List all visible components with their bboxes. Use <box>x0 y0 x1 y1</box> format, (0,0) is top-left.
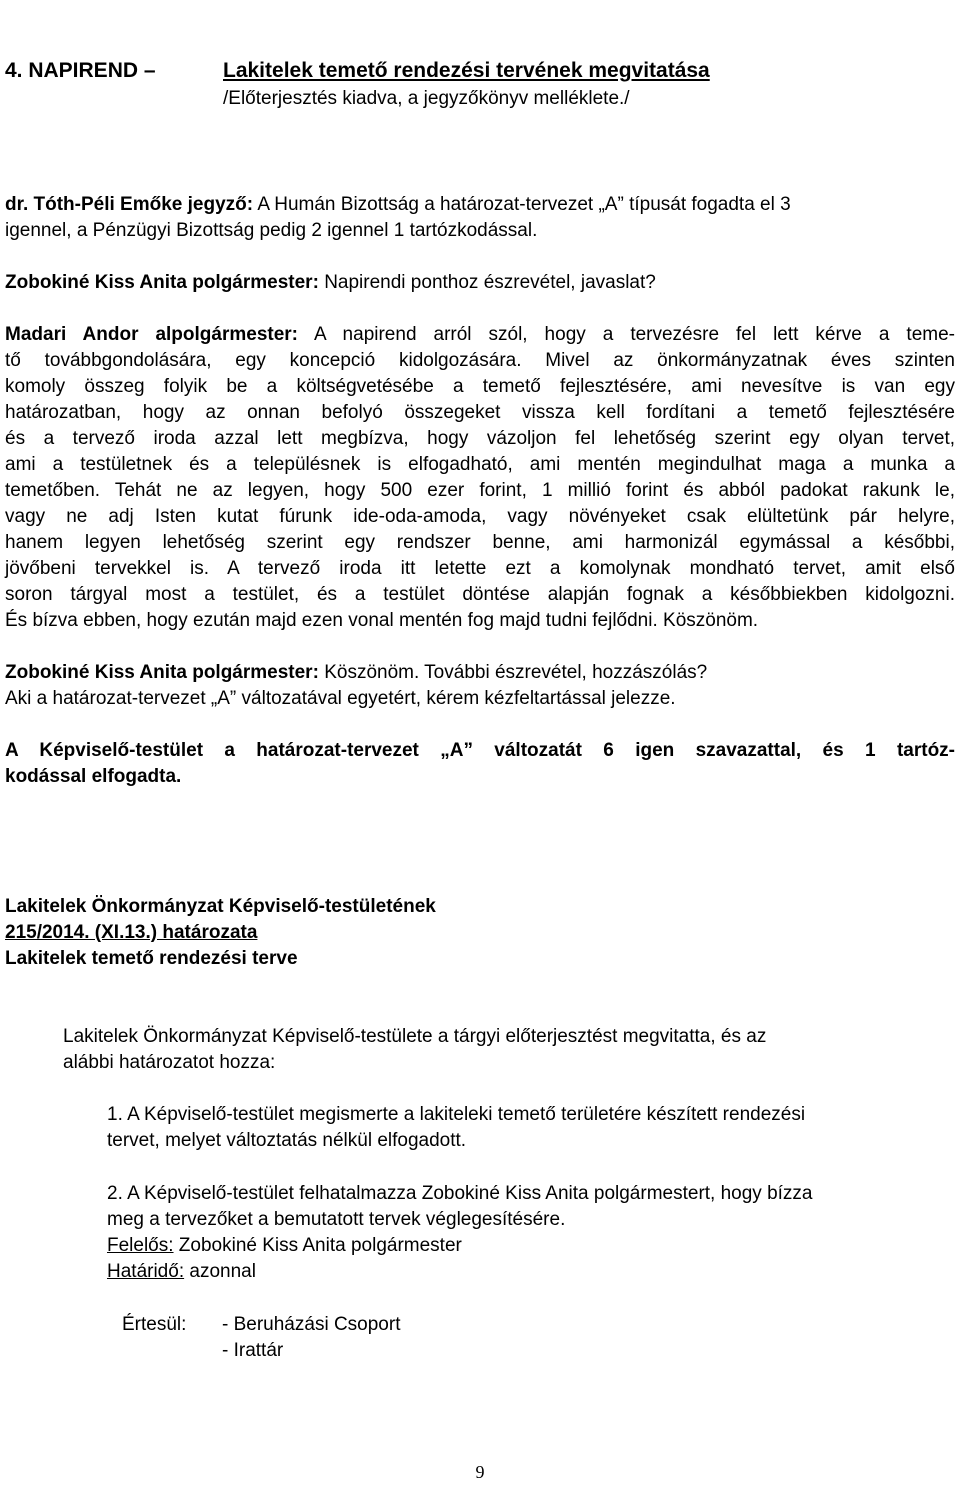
resolution-item-1 <box>107 1102 805 1154</box>
mayor-text-1: Napirendi ponthoz észrevétel, javaslat? <box>318 272 656 293</box>
notary-text-2: igennel, a Pénzügyi Bizottság pedig 2 igennel 1 tartózkodással. <box>5 220 538 241</box>
deadline-label: Határidő: <box>107 1261 185 1282</box>
resolution-intro <box>63 1024 766 1076</box>
decision-line: kodással elfogadta. <box>5 766 182 787</box>
deputy-line: soron tárgyal most a testület, és a testület döntése alapján fognak a későbbiekben kidolgozni. <box>5 584 955 605</box>
deputy-line: tő továbbgondolására, egy koncepció kidolgozására. <box>5 350 522 371</box>
responsible-label: Felelős: <box>107 1235 174 1256</box>
deputy-line: hanem legyen lehetőség szerint egy rendszer benne, ami harmonizál egymással a későbbi, <box>5 532 955 553</box>
resolution-number: 215/2014. (XI.13.) határozata <box>5 922 258 943</box>
speaker-mayor: Zobokiné Kiss Anita polgármester: <box>5 272 319 293</box>
resolution-item-2 <box>107 1181 813 1285</box>
notify-list <box>222 1312 400 1364</box>
deputy-line: vagy ne adj Isten kutat fúrunk ide-oda-amoda, vagy növényeket csak elültetünk pár helyre, <box>5 506 955 527</box>
item-line: meg a tervezőket a bemutatott tervek véglegesítésére. <box>107 1209 566 1230</box>
deputy-line: És bízva ebben, hogy ezután majd ezen vonal mentén fog majd tudni fejlődni. Köszönöm. <box>5 610 759 631</box>
deputy-line: temetőben. Tehát ne az legyen, hogy 500 ezer forint, 1 millió forint és abból padokat rakunk le, <box>5 480 955 501</box>
decision-line: A Képviselő-testület a határozat-tervezet „A” változatát 6 igen szavazattal, és 1 tartóz- <box>5 740 955 761</box>
item-line: 2. A Képviselő-testület felhatalmazza Zobokiné Kiss Anita polgármestert, hogy bízza <box>107 1183 813 1204</box>
deputy-line: komoly összeg folyik be a költségvetésébe a temető fejlesztésére, ami nevesítve is van egy <box>5 376 955 397</box>
notify-item: - Irattár <box>222 1340 284 1361</box>
speaker-deputy: Madari Andor alpolgármester: <box>5 324 298 345</box>
responsible-value: Zobokiné Kiss Anita polgármester <box>173 1235 462 1256</box>
notify-item: - Beruházási Csoport <box>222 1314 401 1335</box>
agenda-title: Lakitelek temető rendezési tervének megvitatása <box>223 59 710 82</box>
decision-statement <box>5 738 955 790</box>
agenda-number: 4. NAPIREND – <box>5 59 156 82</box>
notary-text-1: A Humán Bizottság a határozat-tervezet „A” típusát fogadta el 3 <box>253 194 791 215</box>
deputy-line: és a tervező iroda azzal lett megbízva, hogy vázoljon fel lehetőség szerint egy olyan tervet, <box>5 428 955 449</box>
deadline-value: azonnal <box>184 1261 256 1282</box>
intro-line: Lakitelek Önkormányzat Képviselő-testülete a tárgyi előterjesztést megvitatta, és az <box>63 1026 767 1047</box>
notify-label: Értesül: <box>122 1314 187 1335</box>
paragraph-deputy <box>5 322 955 634</box>
paragraph-notary <box>5 192 791 244</box>
paragraph-mayor-1 <box>5 270 656 296</box>
page-number: 9 <box>475 1462 485 1482</box>
speaker-mayor: Zobokiné Kiss Anita polgármester: <box>5 662 319 683</box>
deputy-line: ami a testületnek és a településnek is elfogadható, ami mentén megindulhat maga a munka a <box>5 454 955 475</box>
intro-line: alábbi határozatot hozza: <box>63 1052 276 1073</box>
item-line: 1. A Képviselő-testület megismerte a lakiteleki temető területére készített rendezési <box>107 1104 806 1125</box>
mayor-text-3: Aki a határozat-tervezet „A” változatával egyetért, kérem kézfeltartással jelezze. <box>5 688 676 709</box>
speaker-notary: dr. Tóth-Péli Emőke jegyző: <box>5 194 254 215</box>
paragraph-mayor-2 <box>5 660 707 712</box>
resolution-body: Lakitelek Önkormányzat Képviselő-testületének <box>5 896 436 917</box>
deputy-line: A napirend arról szól, hogy a tervezésre fel lett kérve a teme- <box>298 324 955 345</box>
mayor-text-2: Köszönöm. További észrevétel, hozzászólás? <box>318 662 708 683</box>
deputy-line: Mivel az önkormányzatnak éves szinten <box>521 350 955 371</box>
resolution-title: Lakitelek temető rendezési terve <box>5 948 298 969</box>
deputy-line: határozatban, hogy az onnan befolyó összegeket vissza kell fordítani a temető fejlesztésére <box>5 402 955 423</box>
agenda-subtitle: /Előterjesztés kiadva, a jegyzőkönyv melléklete./ <box>223 88 630 109</box>
item-line: tervet, melyet változtatás nélkül elfogadott. <box>107 1130 467 1151</box>
deputy-line: jövőbeni tervekkel is. A tervező iroda itt letette ezt a komolynak mondható tervet, amit első <box>5 558 955 579</box>
